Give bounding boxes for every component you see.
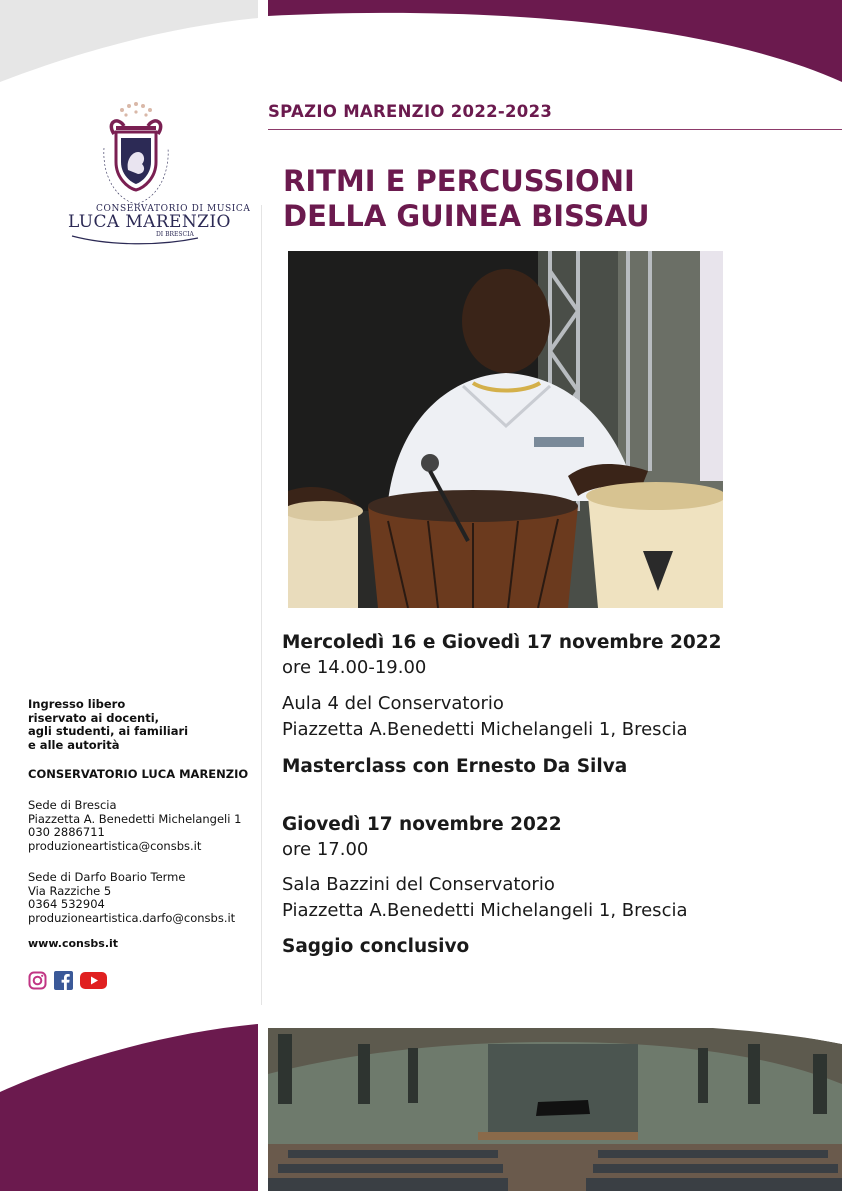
contact-email-link[interactable]: produzioneartistica@consbs.it <box>28 838 202 853</box>
title-line-2: DELLA GUINEA BISSAU <box>283 199 650 233</box>
event1-address: Piazzetta A.Benedetti Michelangeli 1, Brescia <box>282 719 688 740</box>
logo-city: DI BRESCIA <box>156 231 194 238</box>
admission-line: agli studenti, ai familiari <box>28 724 189 739</box>
event1-date: Mercoledì 16 e Giovedì 17 novembre 2022 <box>282 632 722 653</box>
youtube-icon[interactable] <box>80 971 107 990</box>
event2-venue: Sala Bazzini del Conservatorio <box>282 874 555 895</box>
contact-line: Sede di Darfo Boario Terme <box>28 870 186 884</box>
header-divider <box>268 129 842 130</box>
contact-line: Piazzetta A. Benedetti Michelangeli 1 <box>28 811 242 826</box>
admission-info <box>28 698 188 752</box>
event2-description: Saggio conclusivo <box>282 936 470 957</box>
event1-time: ore 14.00-19.00 <box>282 657 427 678</box>
org-name: CONSERVATORIO LUCA MARENZIO <box>28 767 249 781</box>
brescia-contact <box>28 799 241 853</box>
event1-venue: Aula 4 del Conservatorio <box>282 693 504 714</box>
instagram-icon[interactable] <box>28 971 47 990</box>
event2-address: Piazzetta A.Benedetti Michelangeli 1, Brescia <box>282 900 688 921</box>
contact-line: 030 2886711 <box>28 825 105 840</box>
contact-email-link[interactable]: produzioneartistica.darfo@consbs.it <box>28 910 236 925</box>
darfo-contact <box>28 871 235 925</box>
logo-swoosh <box>70 232 200 246</box>
admission-line: e alle autorità <box>28 737 120 752</box>
event2-time: ore 17.00 <box>282 839 369 860</box>
website-link[interactable]: www.consbs.it <box>28 937 119 950</box>
admission-line: Ingresso libero <box>28 697 126 711</box>
title-line-1: RITMI E PERCUSSIONI <box>283 164 635 198</box>
admission-line: riservato ai docenti, <box>28 710 160 725</box>
event2-date: Giovedì 17 novembre 2022 <box>282 814 562 835</box>
photo-top-curve <box>268 1004 842 1044</box>
facebook-icon[interactable] <box>54 971 73 990</box>
event1-description: Masterclass con Ernesto Da Silva <box>282 756 628 777</box>
page-title <box>283 164 650 234</box>
contact-line: Via Razziche 5 <box>28 883 112 898</box>
logo-subtitle: CONSERVATORIO DI MUSICA <box>96 204 251 214</box>
lyre-crest-icon <box>66 100 206 210</box>
column-divider <box>261 205 262 1005</box>
series-title: SPAZIO MARENZIO 2022-2023 <box>268 102 553 121</box>
contact-line: 0364 532904 <box>28 897 105 912</box>
drummer-photo <box>288 251 723 608</box>
logo-name: LUCA MARENZIO <box>68 212 231 232</box>
contact-line: Sede di Brescia <box>28 798 117 812</box>
